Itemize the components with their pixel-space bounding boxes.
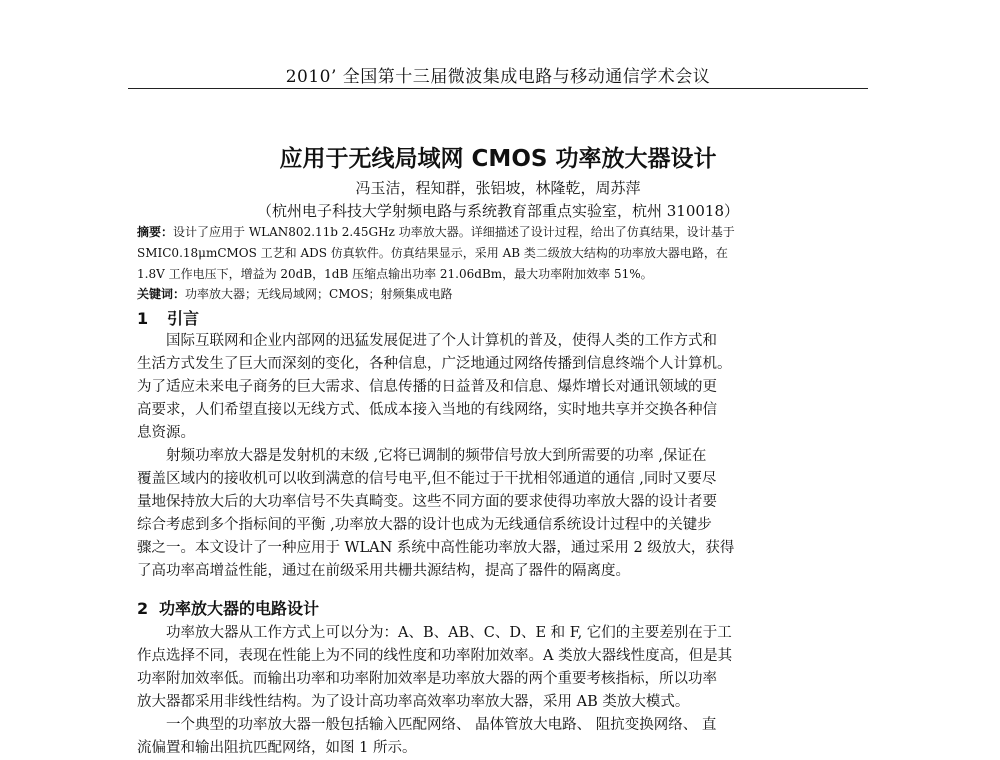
paragraph-line: 量地保持放大后的大功率信号不失真畸变。这些不同方面的要求使得功率放大器的设计者要 xyxy=(137,494,717,510)
section-number: 2 xyxy=(137,599,149,618)
paper-title: 应用于无线局域网 CMOS 功率放大器设计 xyxy=(279,146,717,172)
section-title: 功率放大器的电路设计 xyxy=(159,599,320,618)
abstract-text: 设计了应用于 WLAN802.11b 2.45GHz 功率放大器。详细描述了设计过程，给出了仿真结果，设计基于 xyxy=(173,225,735,239)
paragraph-line: 了高功率高增益性能，通过在前级采用共栅共源结构，提高了器件的隔离度。 xyxy=(137,563,630,579)
paragraph-line: 射频功率放大器是发射机的末级 ,它将已调制的频带信号放大到所需要的功率 ,保证在 xyxy=(166,448,707,464)
paragraph xyxy=(137,714,863,760)
paragraph-line: 高要求，人们希望直接以无线方式、低成本接入当地的有线网络，实时地共享并交换各种信 xyxy=(137,402,717,418)
section-heading-introduction xyxy=(137,306,199,329)
section-heading-circuit-design xyxy=(137,596,319,619)
paragraph-line: 流偏置和输出阻抗匹配网络，如图 1 所示。 xyxy=(137,740,417,756)
keywords-text: 功率放大器；无线局域网；CMOS；射频集成电路 xyxy=(185,287,453,301)
paragraph xyxy=(137,622,863,714)
paragraph-line: 功率附加效率低。而输出功率和功率附加效率是功率放大器的两个重要考核指标，所以功率 xyxy=(137,671,717,687)
paper-affiliation: （杭州电子科技大学射频电路与系统教育部重点实验室，杭州 310018） xyxy=(256,202,740,220)
abstract-line: SMIC0.18μmCMOS 工艺和 ADS 仿真软件。仿真结果显示，采用 AB 类二级放大结构的功率放大器电路，在 xyxy=(137,246,728,260)
paragraph-line: 一个典型的功率放大器一般包括输入匹配网络、 晶体管放大电路、 阻抗变换网络、 直 xyxy=(166,717,717,733)
running-header: 2010’ 全国第十三届微波集成电路与移动通信学术会议 xyxy=(285,67,711,87)
paragraph-line: 骤之一。本文设计了一种应用于 WLAN 系统中高性能功率放大器，通过采用 2 级放大，获得 xyxy=(137,540,735,556)
paragraph-line: 功率放大器从工作方式上可以分为：A、B、AB、C、D、E 和 F, 它们的主要差别在于工 xyxy=(166,625,732,641)
section-title: 引言 xyxy=(167,309,200,328)
paragraph-line: 息资源。 xyxy=(137,425,195,441)
paragraph-line: 生活方式发生了巨大而深刻的变化，各种信息，广泛地通过网络传播到信息终端个人计算机。 xyxy=(137,356,732,372)
section-number: 1 xyxy=(137,309,149,328)
abstract xyxy=(137,222,863,285)
keywords-label: 关键词： xyxy=(137,287,186,301)
paragraph xyxy=(137,330,863,445)
paragraph xyxy=(137,445,863,583)
paper-authors: 冯玉洁，程知群，张铝坡，林隆乾，周苏萍 xyxy=(355,179,641,197)
abstract-line xyxy=(137,222,863,243)
paragraph-line: 国际互联网和企业内部网的迅猛发展促进了个人计算机的普及，使得人类的工作方式和 xyxy=(166,333,717,349)
paragraph-line: 为了适应未来电子商务的巨大需求、信息传播的日益普及和信息、爆炸增长对通讯领域的更 xyxy=(137,379,717,395)
paragraph-line: 作点选择不同，表现在性能上为不同的线性度和功率附加效率。A 类放大器线性度高，但是其 xyxy=(137,648,733,664)
abstract-line: 1.8V 工作电压下，增益为 20dB，1dB 压缩点输出功率 21.06dBm，最大功率附加效率 51%。 xyxy=(137,267,653,281)
abstract-label: 摘要： xyxy=(137,225,174,239)
keywords xyxy=(137,285,863,303)
paragraph-line: 综合考虑到多个指标间的平衡 ,功率放大器的设计也成为无线通信系统设计过程中的关键步 xyxy=(137,517,712,533)
header-rule xyxy=(128,88,868,89)
paragraph-line: 覆盖区域内的接收机可以收到满意的信号电平,但不能过于干扰相邻通道的通信 ,同时又要尽 xyxy=(137,471,717,487)
paragraph-line: 放大器都采用非线性结构。为了设计高功率高效率功率放大器，采用 AB 类放大模式。 xyxy=(137,694,690,710)
